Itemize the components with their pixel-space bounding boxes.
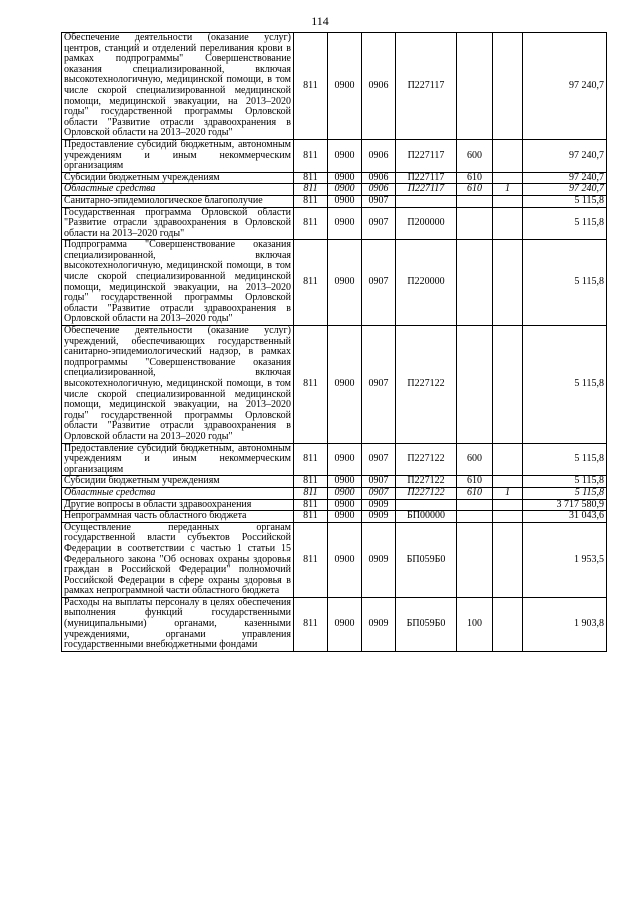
subsection-code: 0907: [362, 487, 396, 499]
amount: 1 953,5: [523, 522, 607, 597]
target-article-code: [396, 195, 457, 207]
amount: 1 903,8: [523, 597, 607, 651]
row-name: Областные средства: [62, 184, 294, 196]
target-article-code: П227122: [396, 487, 457, 499]
table-row: [62, 33, 607, 140]
table-row: [62, 443, 607, 476]
expense-type-code: 610: [457, 476, 493, 488]
amount: 5 115,8: [523, 240, 607, 326]
amount: 97 240,7: [523, 33, 607, 140]
table-row: [62, 139, 607, 172]
budget-level-code: [493, 195, 523, 207]
budget-table-body: [62, 33, 607, 652]
section-code: 0900: [328, 172, 362, 184]
target-article-code: П227122: [396, 476, 457, 488]
row-name: Подпрограмма "Совершенствование оказания специализированной, включая высокотехнологичную, медицинской помощи, в том числе скорой специализированной медицинской помощи, медицинской эвакуации, на 2013–2020 годы" государственной программы Орловской области "Развитие отрасли здравоохранения в Орловской области на 2013–2020 годы": [62, 240, 294, 326]
subsection-code: 0907: [362, 240, 396, 326]
amount: 5 115,8: [523, 207, 607, 240]
department-code: 811: [294, 172, 328, 184]
table-row: [62, 522, 607, 597]
target-article-code: П227122: [396, 443, 457, 476]
row-name: Другие вопросы в области здравоохранения: [62, 499, 294, 511]
target-article-code: БП00000: [396, 511, 457, 523]
expense-type-code: 610: [457, 487, 493, 499]
expense-type-code: 600: [457, 139, 493, 172]
section-code: 0900: [328, 195, 362, 207]
department-code: 811: [294, 195, 328, 207]
target-article-code: П227122: [396, 326, 457, 444]
expense-type-code: [457, 499, 493, 511]
table-row: [62, 172, 607, 184]
budget-level-code: [493, 597, 523, 651]
department-code: 811: [294, 487, 328, 499]
amount: 5 115,8: [523, 326, 607, 444]
subsection-code: 0906: [362, 172, 396, 184]
amount: 3 717 580,9: [523, 499, 607, 511]
subsection-code: 0906: [362, 184, 396, 196]
subsection-code: 0907: [362, 195, 396, 207]
table-row: [62, 195, 607, 207]
table-row: [62, 499, 607, 511]
row-name: Санитарно-эпидемиологическое благополучие: [62, 195, 294, 207]
amount: 97 240,7: [523, 139, 607, 172]
row-name: Предоставление субсидий бюджетным, автономным учреждениям и иным некоммерческим организациям: [62, 443, 294, 476]
row-name: Государственная программа Орловской области "Развитие отрасли здравоохранения в Орловской области на 2013–2020 годы": [62, 207, 294, 240]
department-code: 811: [294, 443, 328, 476]
expense-type-code: 610: [457, 172, 493, 184]
subsection-code: 0909: [362, 522, 396, 597]
amount: 31 043,6: [523, 511, 607, 523]
target-article-code: БП059Б0: [396, 597, 457, 651]
subsection-code: 0907: [362, 443, 396, 476]
section-code: 0900: [328, 511, 362, 523]
expense-type-code: 600: [457, 443, 493, 476]
section-code: 0900: [328, 487, 362, 499]
expense-type-code: [457, 207, 493, 240]
table-row: [62, 597, 607, 651]
subsection-code: 0906: [362, 33, 396, 140]
row-name: Непрограммная часть областного бюджета: [62, 511, 294, 523]
department-code: 811: [294, 499, 328, 511]
subsection-code: 0907: [362, 207, 396, 240]
table-row: [62, 511, 607, 523]
table-row: [62, 487, 607, 499]
row-name: Расходы на выплаты персоналу в целях обеспечения выполнения функций государственными (муниципальными) органами, казенными учреждениями, органами управления государственными внебюджетными фондами: [62, 597, 294, 651]
budget-level-code: [493, 476, 523, 488]
budget-level-code: 1: [493, 487, 523, 499]
expense-type-code: [457, 511, 493, 523]
section-code: 0900: [328, 499, 362, 511]
budget-level-code: [493, 522, 523, 597]
row-name: Областные средства: [62, 487, 294, 499]
target-article-code: П227117: [396, 33, 457, 140]
department-code: 811: [294, 184, 328, 196]
amount: 5 115,8: [523, 487, 607, 499]
target-article-code: П227117: [396, 184, 457, 196]
budget-level-code: [493, 240, 523, 326]
target-article-code: П227117: [396, 172, 457, 184]
target-article-code: П220000: [396, 240, 457, 326]
amount: 97 240,7: [523, 172, 607, 184]
section-code: 0900: [328, 326, 362, 444]
section-code: 0900: [328, 139, 362, 172]
budget-level-code: [493, 207, 523, 240]
table-row: [62, 184, 607, 196]
expense-type-code: 610: [457, 184, 493, 196]
subsection-code: 0909: [362, 511, 396, 523]
expense-type-code: [457, 326, 493, 444]
page-number: 114: [311, 14, 329, 28]
department-code: 811: [294, 240, 328, 326]
table-row: [62, 326, 607, 444]
amount: 5 115,8: [523, 443, 607, 476]
amount: 97 240,7: [523, 184, 607, 196]
expense-type-code: [457, 240, 493, 326]
target-article-code: П200000: [396, 207, 457, 240]
department-code: 811: [294, 139, 328, 172]
section-code: 0900: [328, 597, 362, 651]
row-name: Субсидии бюджетным учреждениям: [62, 172, 294, 184]
budget-table: [61, 32, 607, 652]
budget-level-code: [493, 139, 523, 172]
target-article-code: БП059Б0: [396, 522, 457, 597]
budget-level-code: [493, 172, 523, 184]
budget-level-code: [493, 511, 523, 523]
section-code: 0900: [328, 240, 362, 326]
amount: 5 115,8: [523, 476, 607, 488]
department-code: 811: [294, 326, 328, 444]
department-code: 811: [294, 522, 328, 597]
section-code: 0900: [328, 184, 362, 196]
row-name: Обеспечение деятельности (оказание услуг) центров, станций и отделений переливания крови в рамках подпрограммы" Совершенствование оказания специализированной, включая высокотехнологичную, медицинской помощи, в том числе скорой специализированной медицинской помощи, медицинской эвакуации, на 2013–2020 годы" государственной программы Орловской области "Развитие отрасли здравоохранения в Орловской области на 2013–2020 годы": [62, 33, 294, 140]
row-name: Субсидии бюджетным учреждениям: [62, 476, 294, 488]
target-article-code: [396, 499, 457, 511]
table-row: [62, 240, 607, 326]
subsection-code: 0906: [362, 139, 396, 172]
budget-level-code: 1: [493, 184, 523, 196]
subsection-code: 0907: [362, 326, 396, 444]
row-name: Осуществление переданных органам государственной власти субъектов Российской Федерации в соответствии с частью 1 статьи 15 Федерального закона "Об основах охраны здоровья граждан в Российской Федерации" полномочий Российской Федерации в сфере охраны здоровья в рамках непрограммной части областного бюджета: [62, 522, 294, 597]
department-code: 811: [294, 476, 328, 488]
subsection-code: 0909: [362, 499, 396, 511]
expense-type-code: [457, 195, 493, 207]
department-code: 811: [294, 597, 328, 651]
amount: 5 115,8: [523, 195, 607, 207]
expense-type-code: [457, 522, 493, 597]
section-code: 0900: [328, 207, 362, 240]
table-row: [62, 207, 607, 240]
target-article-code: П227117: [396, 139, 457, 172]
budget-level-code: [493, 33, 523, 140]
row-name: Предоставление субсидий бюджетным, автономным учреждениям и иным некоммерческим организациям: [62, 139, 294, 172]
section-code: 0900: [328, 33, 362, 140]
section-code: 0900: [328, 522, 362, 597]
section-code: 0900: [328, 476, 362, 488]
subsection-code: 0907: [362, 476, 396, 488]
department-code: 811: [294, 33, 328, 140]
budget-level-code: [493, 499, 523, 511]
row-name: Обеспечение деятельности (оказание услуг) учреждений, обеспечивающих государственный санитарно-эпидемиологический надзор, в рамках подпрограммы "Совершенствование оказания специализированной, включая высокотехнологичную, медицинской помощи, в том числе скорой специализированной медицинской помощи, медицинской эвакуации, на 2013–2020 годы" государственной программы Орловской области "Развитие отрасли здравоохранения в Орловской области на 2013–2020 годы": [62, 326, 294, 444]
department-code: 811: [294, 207, 328, 240]
budget-level-code: [493, 326, 523, 444]
table-row: [62, 476, 607, 488]
budget-level-code: [493, 443, 523, 476]
expense-type-code: 100: [457, 597, 493, 651]
department-code: 811: [294, 511, 328, 523]
expense-type-code: [457, 33, 493, 140]
subsection-code: 0909: [362, 597, 396, 651]
section-code: 0900: [328, 443, 362, 476]
